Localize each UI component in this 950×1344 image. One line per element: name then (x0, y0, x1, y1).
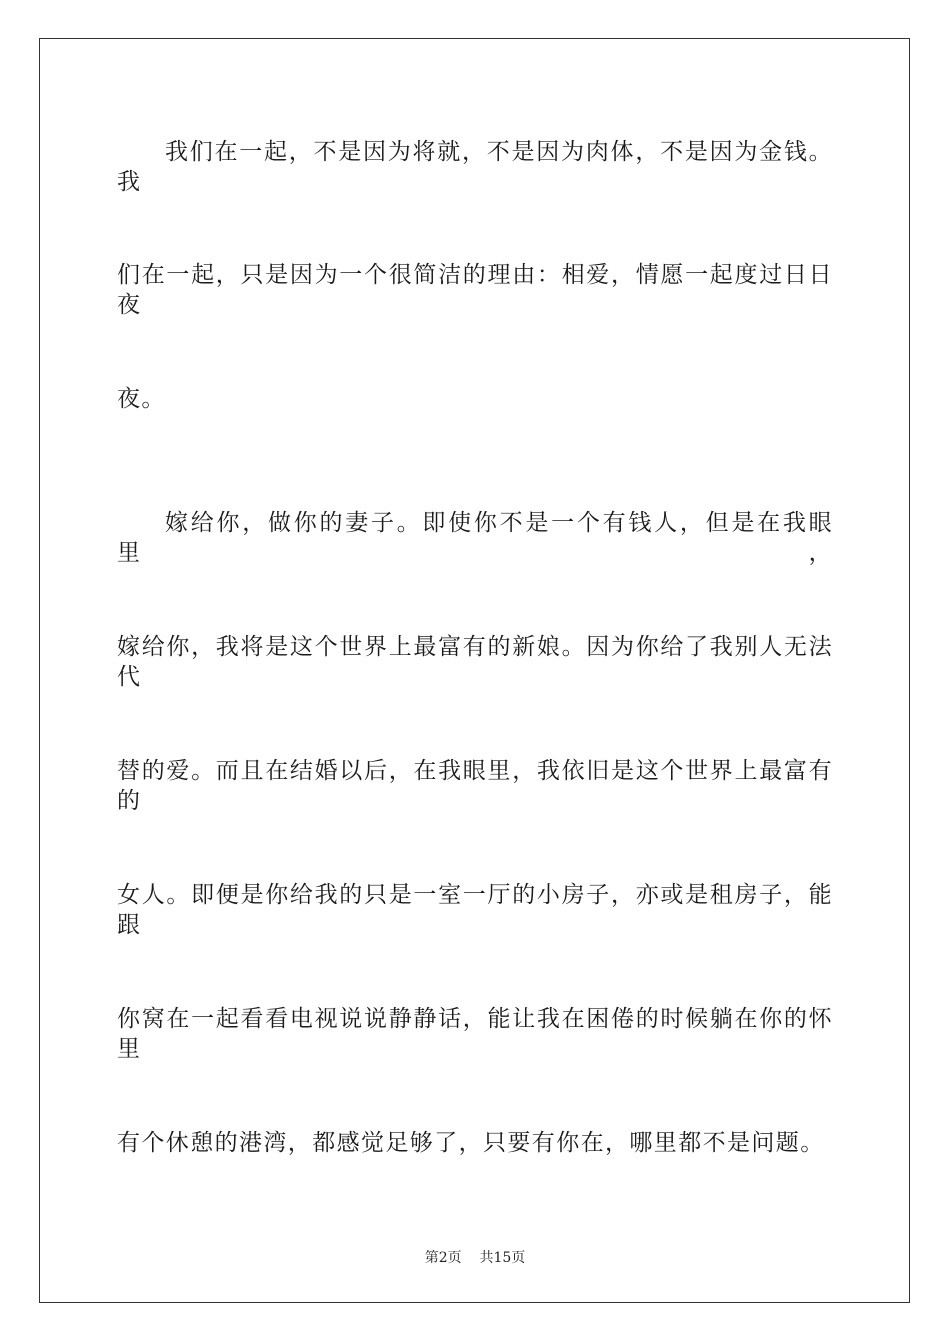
paragraph-line: 嫁给你，我将是这个世界上最富有的新娘。因为你给了我别人无法代 (117, 634, 833, 690)
page-footer (0, 1248, 950, 1268)
paragraph-line: 嫁给你，做你的妻子。即使你不是一个有钱人，但是在我眼里， (117, 510, 833, 566)
paragraph-line: 你窝在一起看看电视说说静静话，能让我在困倦的时候躺在你的怀里 (117, 1006, 833, 1062)
page-number: 第2页 (424, 1250, 462, 1266)
paragraph-line: 们在一起，只是因为一个很简洁的理由：相爱，情愿一起度过日日夜 (117, 262, 833, 318)
paragraph-line: 我们在一起，不是因为将就，不是因为肉体，不是因为金钱。我 (117, 139, 833, 195)
total-pages: 共15页 (479, 1250, 526, 1266)
paragraph-line: 有个休憩的港湾，都感觉足够了，只要有你在，哪里都不是问题。 (117, 1130, 825, 1156)
paragraph-line: 女人。即便是你给我的只是一室一厅的小房子，亦或是租房子，能跟 (117, 882, 833, 938)
paragraph-line: 替的爱。而且在结婚以后，在我眼里，我依旧是这个世界上最富有的 (117, 758, 833, 814)
paragraph-line: 夜。 (117, 386, 166, 412)
